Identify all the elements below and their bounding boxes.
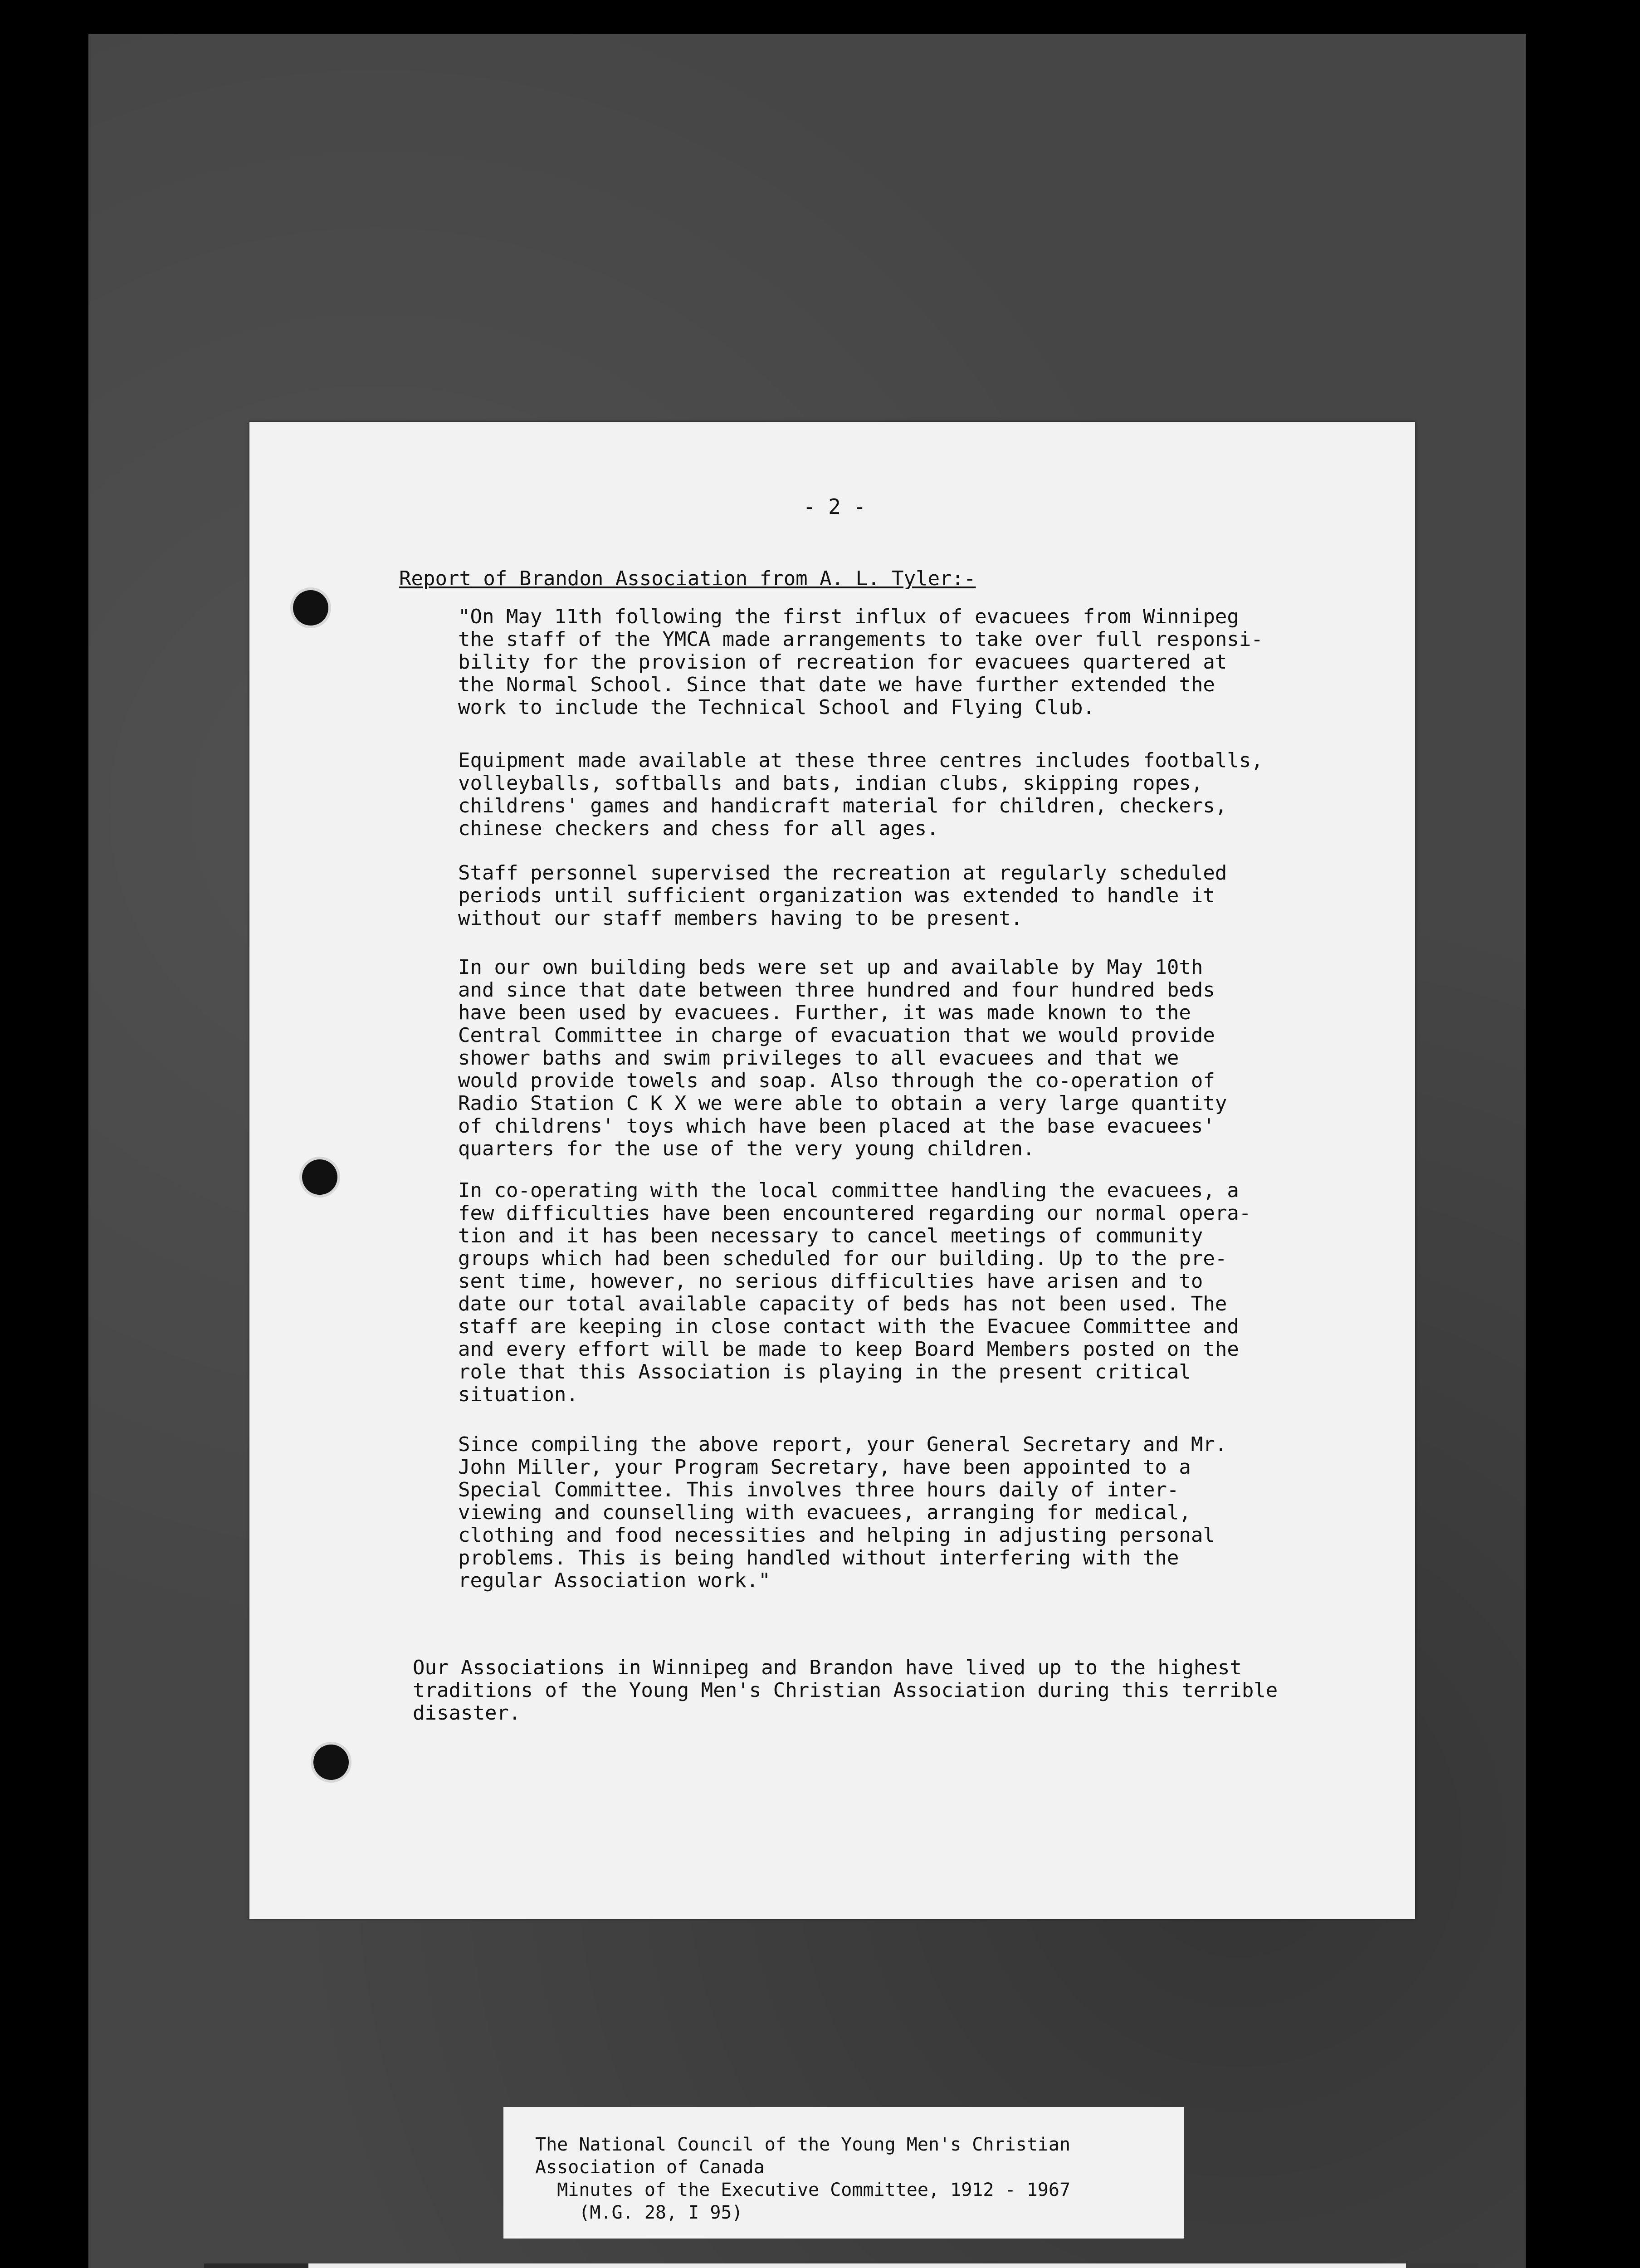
catalog-line-2: Association of Canada (535, 2157, 765, 2178)
paragraph-1: "On May 11th following the first influx of evacuees from Winnipeg the staff of the YMCA made arrangements to take over full responsi- bility for the provision of recreation for evacuees quartered at the Normal School. Since that date we have further extended the work to include the Technical School and Flying Club. (458, 605, 1263, 719)
paragraph-5: In co-operating with the local committee handling the evacuees, a few difficulties have been encountered regarding our normal opera- tion and it has been necessary to cancel meetings of community groups which had been scheduled for our building. Up to the pre- sent time, however, no serious difficulties have arisen and to date our total available capacity of beds has not been used. The staff are keeping in close contact with the Evacuee Committee and and every effort will be made to keep Board Members posted on the role that this Association is playing in the present critical situation. (458, 1179, 1251, 1406)
punch-hole-middle (299, 1157, 340, 1198)
paragraph-2: Equipment made available at these three centres includes footballs, volleyballs, softballs and bats, indian clubs, skipping ropes, childrens' games and handicraft material for children, checkers, chinese checkers and chess for all ages. (458, 749, 1263, 840)
catalog-line-4: (M.G. 28, I 95) (535, 2202, 743, 2223)
report-heading: Report of Brandon Association from A. L. Tyler:- (399, 567, 976, 590)
catalog-label (503, 2107, 1184, 2239)
paragraph-6: Since compiling the above report, your General Secretary and Mr. John Miller, your Program Secretary, have been appointed to a Special Committee. This involves three hours daily of inter- viewing and counselling with evacuees, arranging for medical, clothing and food necessities and helping in adjusting personal problems. This is being handled without interfering with the regular Association work." (458, 1433, 1227, 1592)
punch-hole-top (290, 587, 331, 628)
catalog-line-1: The National Council of the Young Men's Christian (535, 2134, 1071, 2155)
punch-hole-bottom (311, 1742, 351, 1783)
paragraph-3: Staff personnel supervised the recreation at regularly scheduled periods until sufficient organization was extended to handle it without our staff members having to be present. (458, 861, 1227, 930)
closing-paragraph: Our Associations in Winnipeg and Brandon have lived up to the highest traditions of the Young Men's Christian Association during this terrible disaster. (413, 1656, 1278, 1725)
card-shadow-left (204, 2263, 308, 2268)
paragraph-4: In our own building beds were set up and available by May 10th and since that date between three hundred and four hundred beds have been used by evacuees. Further, it was made known to the Central Committee in charge of evacuation that we would provide shower baths and swim privileges to all evacuees and that we would provide towels and soap. Also through the co-operation of Radio Station C K X we were able to obtain a very large quantity of childrens' toys which have been placed at the base evacuees' quarters for the use of the very young children. (458, 956, 1227, 1160)
card-shadow-right (1406, 2263, 1479, 2268)
catalog-line-3: Minutes of the Executive Committee, 1912 - 1967 (535, 2180, 1071, 2200)
document-page (249, 422, 1415, 1919)
page-number: - 2 - (803, 494, 866, 519)
public-archives-card (308, 2263, 1406, 2268)
